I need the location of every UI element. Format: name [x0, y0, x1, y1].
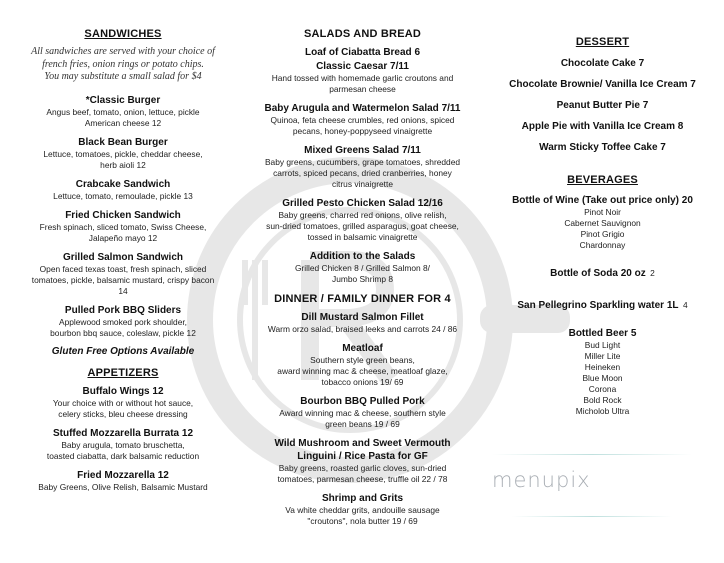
appetizers-title: APPETIZERS: [87, 366, 159, 379]
menu-item-name: Loaf of Ciabatta Bread 6: [304, 47, 421, 58]
menu-item-description: sun-dried tomatoes, grilled asparagus, goat cheese,: [266, 221, 459, 231]
menu-item-name: Wild Mushroom and Sweet Vermouth: [274, 438, 451, 449]
menu-item-name: Mixed Greens Salad 7/11: [304, 145, 421, 156]
menu-item-description: tomatoes, pickle, balsamic mustard, crispy bacon: [31, 274, 215, 285]
dinner-list: [250, 311, 475, 527]
menu-item-name: Baby Arugula and Watermelon Salad 7/11: [264, 103, 461, 114]
menu-item-name-line2: Linguini / Rice Pasta for GF: [297, 451, 428, 462]
menu-item-name: Addition to the Salads: [309, 251, 416, 262]
wine-name: Bottle of Wine (Take out price only) 20: [512, 195, 693, 206]
soda-name: Bottle of Soda 20 oz: [550, 268, 646, 279]
dessert-item: Warm Sticky Toffee Cake 7: [539, 142, 666, 153]
menu-item-description: Fresh spinach, sliced tomato, Swiss Cheese,: [39, 221, 207, 232]
sandwiches-column: [18, 28, 228, 500]
menu-item-name: Crabcake Sandwich: [75, 178, 171, 190]
menu-item-description: Baby greens, cucumbers, grape tomatoes, shredded: [264, 157, 461, 167]
menu-item: [18, 469, 228, 493]
logo-text: menupix: [492, 468, 591, 492]
menu-item: [18, 209, 228, 244]
menu-item: [250, 395, 475, 430]
menu-item: [250, 250, 475, 285]
menu-item-description: celery sticks, bleu cheese dressing: [58, 408, 188, 419]
menu-item-description: toasted ciabatta, dark balsamic reduction: [46, 450, 200, 461]
dessert-item: Peanut Butter Pie 7: [556, 100, 649, 111]
menu-item-name: Classic Caesar 7/11: [316, 61, 409, 72]
menu-item: [250, 311, 475, 335]
menu-item: [18, 94, 228, 129]
menu-item: [250, 144, 475, 190]
menu-item: [250, 437, 475, 485]
menupix-logo: [492, 454, 692, 529]
menu-item-description: Warm orzo salad, braised leeks and carrots 24 / 86: [267, 324, 458, 334]
menu-item: [250, 60, 475, 95]
menu-item-name: Pulled Pork BBQ Sliders: [64, 304, 182, 316]
dessert-item: Apple Pie with Vanilla Ice Cream 8: [521, 121, 684, 132]
logo-divider-top: [492, 454, 692, 455]
menu-item: [18, 304, 228, 339]
menu-item-name: Bourbon BBQ Pulled Pork: [300, 396, 425, 407]
menu-item-description: Lettuce, tomato, remoulade, pickle 13: [53, 190, 193, 201]
menu-item-description: Open faced texas toast, fresh spinach, sliced: [39, 263, 207, 274]
menu-item: [18, 136, 228, 171]
menu-item-description: parmesan cheese: [329, 84, 396, 94]
menu-item-description: American cheese 12: [84, 117, 162, 128]
menu-item-description: Va white cheddar grits, andouille sausage: [285, 505, 440, 515]
dessert-list: [490, 57, 715, 154]
soda-item: [490, 263, 715, 281]
menu-item: [18, 427, 228, 462]
menu-item-description: Jumbo Shrimp 8: [332, 274, 393, 284]
menu-item-description: herb aioli 12: [100, 159, 146, 170]
appetizer-list: [18, 385, 228, 493]
dinner-title: DINNER / FAMILY DINNER FOR 4: [274, 293, 451, 305]
menu-item-description: green beans 19 / 69: [325, 419, 400, 429]
salads-dinner-column: [250, 28, 475, 534]
gluten-free-note: Gluten Free Options Available: [51, 345, 195, 357]
menu-item-name: Stuffed Mozzarella Burrata 12: [52, 427, 194, 439]
menu-item-name: *Classic Burger: [85, 94, 161, 106]
menu-item-description: Applewood smoked pork shoulder,: [58, 316, 188, 327]
beverages-title: BEVERAGES: [567, 174, 638, 186]
menu-item-description: Baby Greens, Olive Relish, Balsamic Mustard: [38, 481, 208, 492]
menu-item: [18, 251, 228, 297]
logo-divider-bottom: [512, 516, 672, 517]
menu-item-description: Hand tossed with homemade garlic croutons and: [271, 73, 454, 83]
menu-item-description: Grilled Chicken 8 / Grilled Salmon 8/: [295, 263, 430, 273]
menu-item-name: Fried Mozzarella 12: [77, 469, 169, 481]
menu-item: [250, 492, 475, 527]
menu-item-description: Lettuce, tomatoes, pickle, cheddar cheese,: [43, 148, 203, 159]
menu-item-name: Grilled Pesto Chicken Salad 12/16: [282, 198, 443, 209]
menu-item-description: citrus vinaigrette: [332, 179, 393, 189]
menu-item-description: tomatoes, parmesan cheese, truffle oil 22 / 78: [277, 474, 448, 484]
menu-item: [18, 385, 228, 420]
menu-item-description: Angus beef, tomato, onion, lettuce, pickle: [46, 106, 200, 117]
menu-item-description: bourbon bbq sauce, coleslaw, pickle 12: [50, 327, 196, 338]
sandwich-list: [18, 94, 228, 339]
menu-item-description: 14: [118, 285, 128, 296]
beer-name: Bottled Beer 5: [568, 328, 637, 339]
sandwiches-intro: All sandwiches are served with your choice of french fries, onion rings or potato chips. You may substitute a small salad for $4: [31, 46, 215, 82]
menu-item: [250, 342, 475, 388]
menu-item-description: Jalapeño mayo 12: [88, 232, 158, 243]
menu-item-description: Baby greens, roasted garlic cloves, sun-dried: [278, 463, 447, 473]
water-price: 4: [682, 300, 688, 310]
menu-item-name: Dill Mustard Salmon Fillet: [301, 312, 424, 323]
menu-item-description: carrots, spiced pecans, dried cranberries, honey: [273, 168, 452, 178]
menu-item-description: tossed in balsamic vinaigrette: [307, 232, 418, 242]
water-item: [490, 295, 715, 313]
wine-item: Bottle of Wine (Take out price only) 20 Pinot Noir Cabernet Sauvignon Pinot Grigio Chardonnay: [490, 194, 715, 251]
menu-item-description: tobacco onions 19/ 69: [321, 377, 404, 387]
menu-item-description: Baby arugula, tomato bruschetta,: [61, 439, 185, 450]
menu-item-description: Baby greens, charred red onions, olive relish,: [278, 210, 447, 220]
dessert-beverage-column: [490, 28, 715, 424]
menu-item-description: Your choice with or without hot sauce,: [52, 397, 194, 408]
menu-item-description: Quinoa, feta cheese crumbles, red onions, spiced: [270, 115, 455, 125]
water-name: San Pellegrino Sparkling water 1L: [517, 300, 679, 311]
salad-list: [250, 46, 475, 285]
beer-item: Bottled Beer 5 Bud Light Miller Lite Heineken Blue Moon Corona Bold Rock Micholob Ultra: [490, 327, 715, 417]
menu-item: [250, 197, 475, 243]
dessert-item: Chocolate Brownie/ Vanilla Ice Cream 7: [509, 79, 696, 90]
sandwiches-title: SANDWICHES: [84, 28, 162, 40]
salads-title: SALADS AND BREAD: [303, 28, 422, 40]
menu-item-description: Award winning mac & cheese, southern style: [279, 408, 446, 418]
menu-item-name: Black Bean Burger: [78, 136, 168, 148]
menu-item-name: Grilled Salmon Sandwich: [62, 251, 184, 263]
dessert-title: DESSERT: [575, 36, 630, 48]
soda-price: 2: [650, 268, 655, 278]
menu-item: [18, 178, 228, 202]
menu-item-description: pecans, honey-poppyseed vinaigrette: [292, 126, 433, 136]
menu-item: [250, 46, 475, 59]
dessert-item: Chocolate Cake 7: [560, 58, 645, 69]
menu-item-name: Shrimp and Grits: [321, 493, 404, 504]
menu-item-description: award winning mac & cheese, meatloaf glaze,: [277, 366, 448, 376]
menu-item-name: Buffalo Wings 12: [82, 385, 164, 397]
menu-item-description: "croutons", nola butter 19 / 69: [307, 516, 418, 526]
menu-item-name: Fried Chicken Sandwich: [65, 209, 181, 221]
menu-item-description: Southern style green beans,: [310, 355, 415, 365]
menu-item-name: Meatloaf: [342, 343, 383, 354]
menu-item: [250, 102, 475, 137]
